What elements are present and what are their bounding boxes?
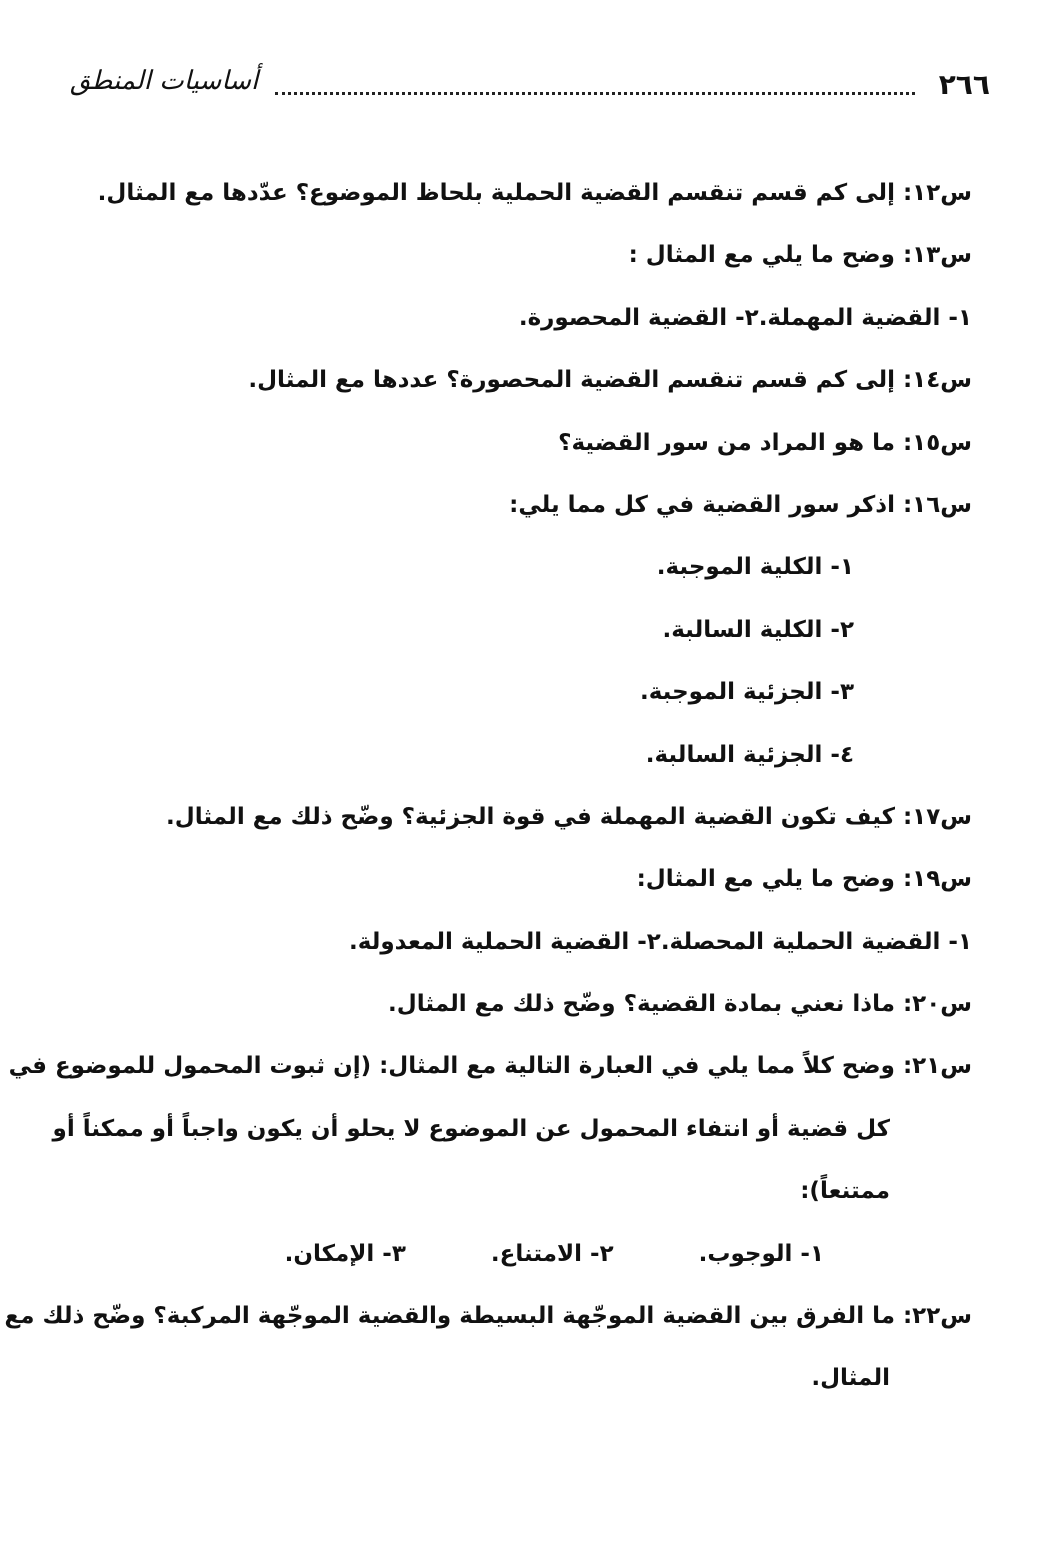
question-20: س٢٠: ماذا نعني بمادة القضية؟ وضّح ذلك مع المثال. [388, 991, 972, 1018]
option-imkan: ٣- الإمكان. [284, 1240, 406, 1267]
page-number: ٢٦٦ [938, 68, 990, 101]
question-22-end: المثال. [811, 1365, 890, 1392]
question-19-items: ١- القضية الحملية المحصلة.٢- القضية الحملية المعدولة. [349, 928, 972, 955]
question-21-end: ممتنعاً): [800, 1178, 890, 1205]
question-16-item-4: ٤- الجزئية السالبة. [645, 741, 854, 768]
question-21: س٢١: وضح كلاً مما يلي في العبارة التالية مع المثال: (إن ثبوت المحمول للموضوع في [8, 1053, 972, 1080]
questions-list [4, 162, 972, 1410]
question-12: س١٢: إلى كم قسم تنقسم القضية الحملية بلحاظ الموضوع؟ عدّدها مع المثال. [97, 180, 972, 206]
question-16-item-1: ١- الكلية الموجبة. [656, 554, 854, 581]
book-title: أساسيات المنطق [70, 66, 259, 96]
question-17: س١٧: كيف تكون القضية المهملة في قوة الجزئية؟ وضّح ذلك مع المثال. [166, 803, 972, 830]
question-16-item-2: ٢- الكلية السالبة. [662, 616, 854, 643]
question-15: س١٥: ما هو المراد من سور القضية؟ [558, 429, 972, 456]
question-14: س١٤: إلى كم قسم تنقسم القضية المحصورة؟ عددها مع المثال. [248, 367, 972, 394]
question-21-continued: كل قضية أو انتفاء المحمول عن الموضوع لا يحلو أن يكون واجباً أو ممكناً أو [52, 1115, 890, 1142]
header-dotted-leader [275, 92, 915, 95]
question-22: س٢٢: ما الفرق بين القضية الموجّهة البسيطة والقضية الموجّهة المركبة؟ وضّح ذلك مع [4, 1303, 972, 1330]
question-19: س١٩: وضح ما يلي مع المثال: [636, 866, 972, 893]
question-13-items: ١- القضية المهملة.٢- القضية المحصورة. [518, 304, 972, 331]
page-header [70, 62, 990, 112]
option-wujub: ١- الوجوب. [698, 1240, 824, 1267]
option-imtina: ٢- الامتناع. [490, 1240, 614, 1267]
question-16: س١٦: اذكر سور القضية في كل مما يلي: [509, 491, 972, 518]
question-21-options [62, 1223, 972, 1285]
question-16-item-3: ٣- الجزئية الموجبة. [640, 679, 854, 706]
question-13: س١٣: وضح ما يلي مع المثال : [628, 242, 972, 269]
